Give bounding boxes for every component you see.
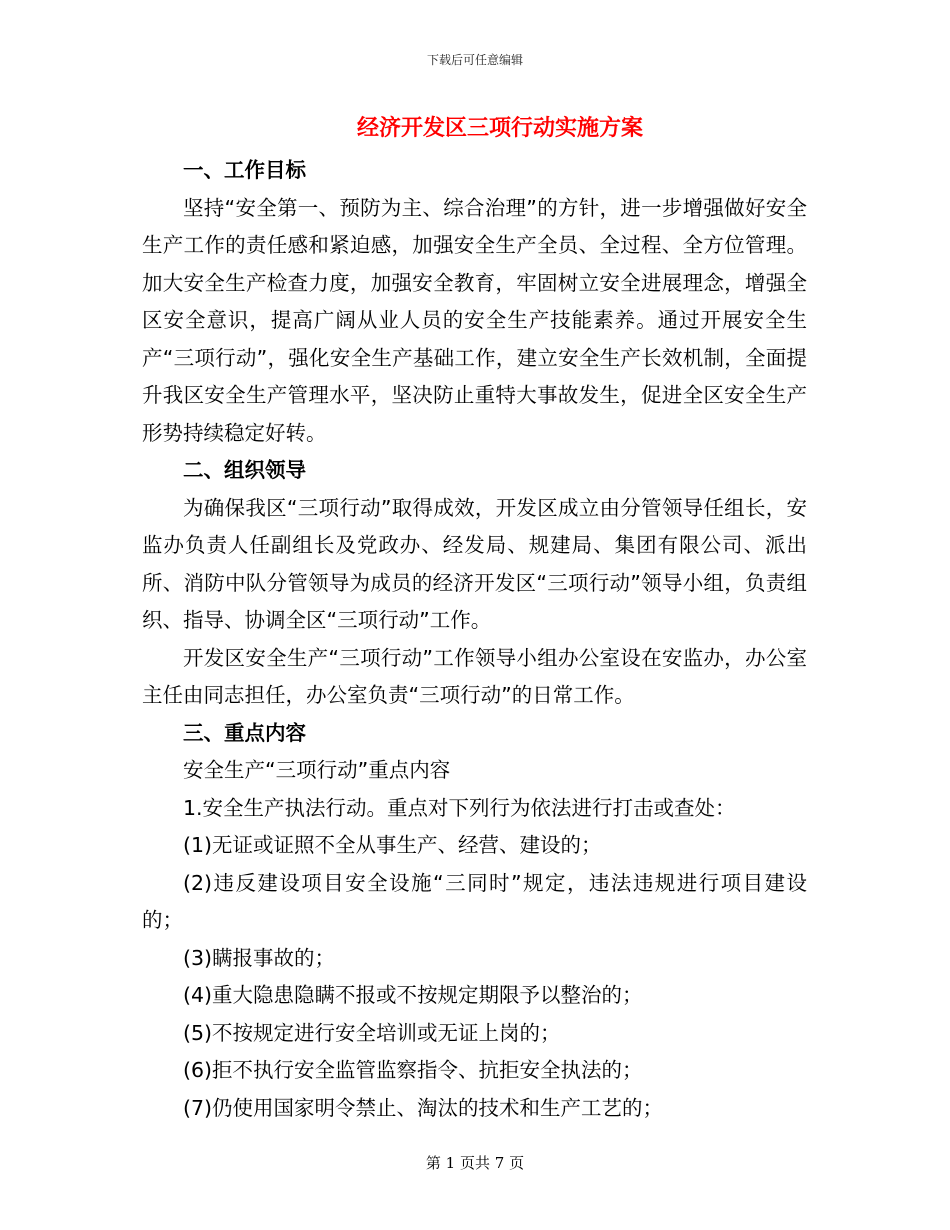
list-item: (6)拒不执行安全监管监察指令、抗拒安全执法的； — [183, 1058, 643, 1082]
paragraph: 1.安全生产执法行动。重点对下列行为依法进行打击或查处： — [183, 795, 736, 820]
list-item: (4)重大隐患隐瞒不报或不按规定期限予以整治的； — [183, 983, 643, 1007]
paragraph: 为确保我区“三项行动”取得成效，开发区成立由分管领导任组长，安监办负责人任副组长及党政办、经发局、规建局、集团有限公司、派出所、消防中队分管领导为成员的经济开发区“三项行动”领导小组，负责组织、指导、协调全区“三项行动”工作。 — [142, 495, 807, 632]
section-heading: 二、组织领导 — [183, 458, 306, 482]
section-heading: 一、工作目标 — [183, 158, 306, 182]
list-item: (5)不按规定进行安全培训或无证上岗的； — [183, 1020, 561, 1045]
document-title: 经济开发区三项行动实施方案 — [356, 116, 643, 141]
list-item: (7)仍使用国家明令禁止、淘汰的技术和生产工艺的； — [183, 1095, 664, 1120]
paragraph: 安全生产“三项行动”重点内容 — [183, 758, 451, 782]
list-item: (3)瞒报事故的； — [183, 945, 336, 970]
list-item: (2)违反建设项目安全设施“三同时”规定，违法违规进行项目建设的； — [142, 870, 807, 932]
page-number: 第 1 页共 7 页 — [425, 1154, 525, 1172]
document-body — [142, 152, 807, 1127]
page-header-note: 下载后可任意编辑 — [426, 53, 523, 67]
list-item: (1)无证或证照不全从事生产、经营、建设的； — [183, 833, 602, 857]
paragraph: 坚持“安全第一、预防为主、综合治理”的方针，进一步增强做好安全生产工作的责任感和紧迫感，加强安全生产全员、全过程、全方位管理。加大安全生产检查力度，加强安全教育，牢固树立安全进展理念，增强全区安全意识，提高广阔从业人员的安全生产技能素养。通过开展安全生产“三项行动”，强化安全生产基础工作，建立安全生产长效机制，全面提升我区安全生产管理水平，坚决防止重特大事故发生，促进全区安全生产形势持续稳定好转。 — [142, 195, 807, 445]
paragraph: 开发区安全生产“三项行动”工作领导小组办公室设在安监办，办公室主任由同志担任，办公室负责“三项行动”的日常工作。 — [142, 645, 807, 707]
section-heading: 三、重点内容 — [183, 720, 306, 745]
